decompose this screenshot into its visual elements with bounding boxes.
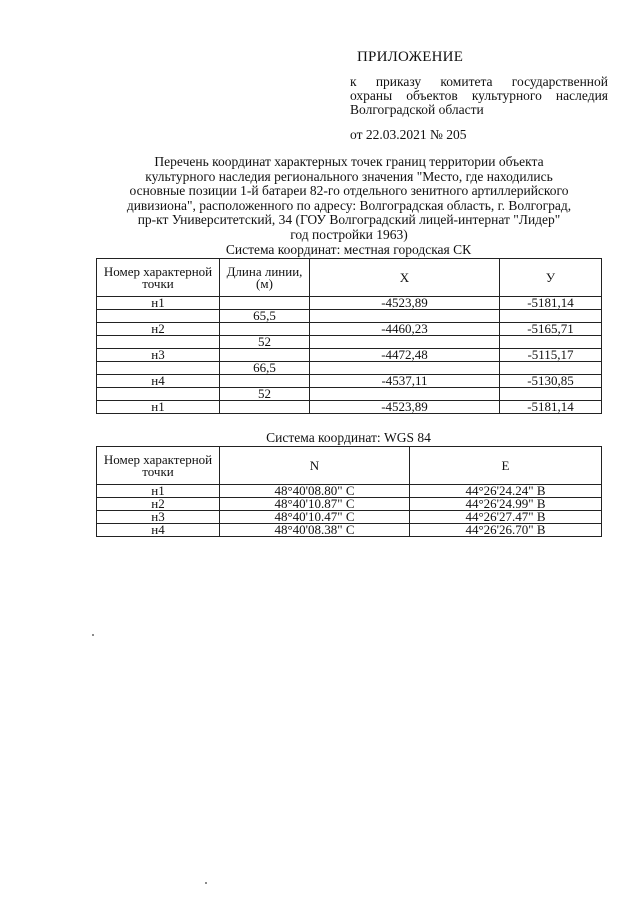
x-cell: -4523,89 <box>310 297 500 310</box>
document-title <box>94 155 604 242</box>
header-y: У <box>500 259 602 297</box>
order-line: Волгоградской области <box>350 102 484 117</box>
table-row <box>97 297 602 310</box>
n-cell: 48°40'08.80" С <box>220 485 410 498</box>
point-cell: н3 <box>97 349 220 362</box>
scan-speck <box>205 882 207 884</box>
wgs84-coordinates-table <box>96 446 602 537</box>
table-row <box>97 362 602 375</box>
length-cell <box>220 401 310 414</box>
table1-caption: Система координат: местная городская СК <box>225 242 472 257</box>
table-row <box>97 310 602 323</box>
appendix-title: ПРИЛОЖЕНИЕ <box>357 49 464 65</box>
title-line: год постройки 1963) <box>290 226 408 242</box>
table-row <box>97 401 602 414</box>
point-cell: н1 <box>97 485 220 498</box>
scan-speck <box>92 634 94 636</box>
point-cell: н3 <box>97 511 220 524</box>
local-coordinates-table <box>96 258 602 414</box>
header-e: E <box>410 447 602 485</box>
x-cell: -4523,89 <box>310 401 500 414</box>
table-header-row <box>97 447 602 485</box>
y-cell: -5130,85 <box>500 375 602 388</box>
order-date: от 22.03.2021 № 205 <box>350 127 467 142</box>
length-cell: 66,5 <box>220 362 310 375</box>
point-cell: н1 <box>97 297 220 310</box>
table-header-row <box>97 259 602 297</box>
title-line: Перечень координат характерных точек границ территории объекта <box>154 154 544 169</box>
y-cell: -5165,71 <box>500 323 602 336</box>
n-cell: 48°40'08.38" С <box>220 524 410 537</box>
y-cell: -5181,14 <box>500 401 602 414</box>
point-cell: н2 <box>97 498 220 511</box>
table-row <box>97 349 602 362</box>
x-cell: -4472,48 <box>310 349 500 362</box>
length-cell: 65,5 <box>220 310 310 323</box>
point-cell: н2 <box>97 323 220 336</box>
header-point-number: Номер характерной точки <box>97 259 220 297</box>
header-x: X <box>310 259 500 297</box>
title-line: основные позиции 1-й батареи 82-го отдельного зенитного артиллерийского <box>129 183 569 198</box>
e-cell: 44°26'26.70" В <box>410 524 602 537</box>
point-cell: н1 <box>97 401 220 414</box>
title-line: дивизиона", расположенного по адресу: Волгоградская область, г. Волгоград, <box>126 197 572 213</box>
header-n: N <box>220 447 410 485</box>
n-cell: 48°40'10.47" С <box>220 511 410 524</box>
title-line: культурного наследия регионального значения "Место, где находились <box>145 168 553 184</box>
header-point-number: Номер характерной точки <box>97 447 220 485</box>
header-line-length: Длина линии, (м) <box>220 259 310 297</box>
table2-caption: Система координат: WGS 84 <box>266 430 431 445</box>
e-cell: 44°26'24.99" В <box>410 498 602 511</box>
table-row <box>97 388 602 401</box>
table-row <box>97 323 602 336</box>
y-cell: -5181,14 <box>500 297 602 310</box>
length-cell: 52 <box>220 336 310 349</box>
title-line: пр-кт Университетский, 34 (ГОУ Волгоградский лицей-интернат "Лидер" <box>137 212 561 227</box>
order-line: к приказу комитета государственной <box>350 74 608 89</box>
n-cell: 48°40'10.87" С <box>220 498 410 511</box>
x-cell: -4460,23 <box>310 323 500 336</box>
table-row <box>97 336 602 349</box>
table-row <box>97 375 602 388</box>
x-cell: -4537,11 <box>310 375 500 388</box>
order-reference <box>350 75 608 117</box>
point-cell: н4 <box>97 524 220 537</box>
table-row <box>97 524 602 537</box>
length-cell: 52 <box>220 388 310 401</box>
e-cell: 44°26'27.47" В <box>410 511 602 524</box>
e-cell: 44°26'24.24" В <box>410 485 602 498</box>
point-cell: н4 <box>97 375 220 388</box>
order-line: охраны объектов культурного наследия <box>350 88 608 103</box>
y-cell: -5115,17 <box>500 349 602 362</box>
